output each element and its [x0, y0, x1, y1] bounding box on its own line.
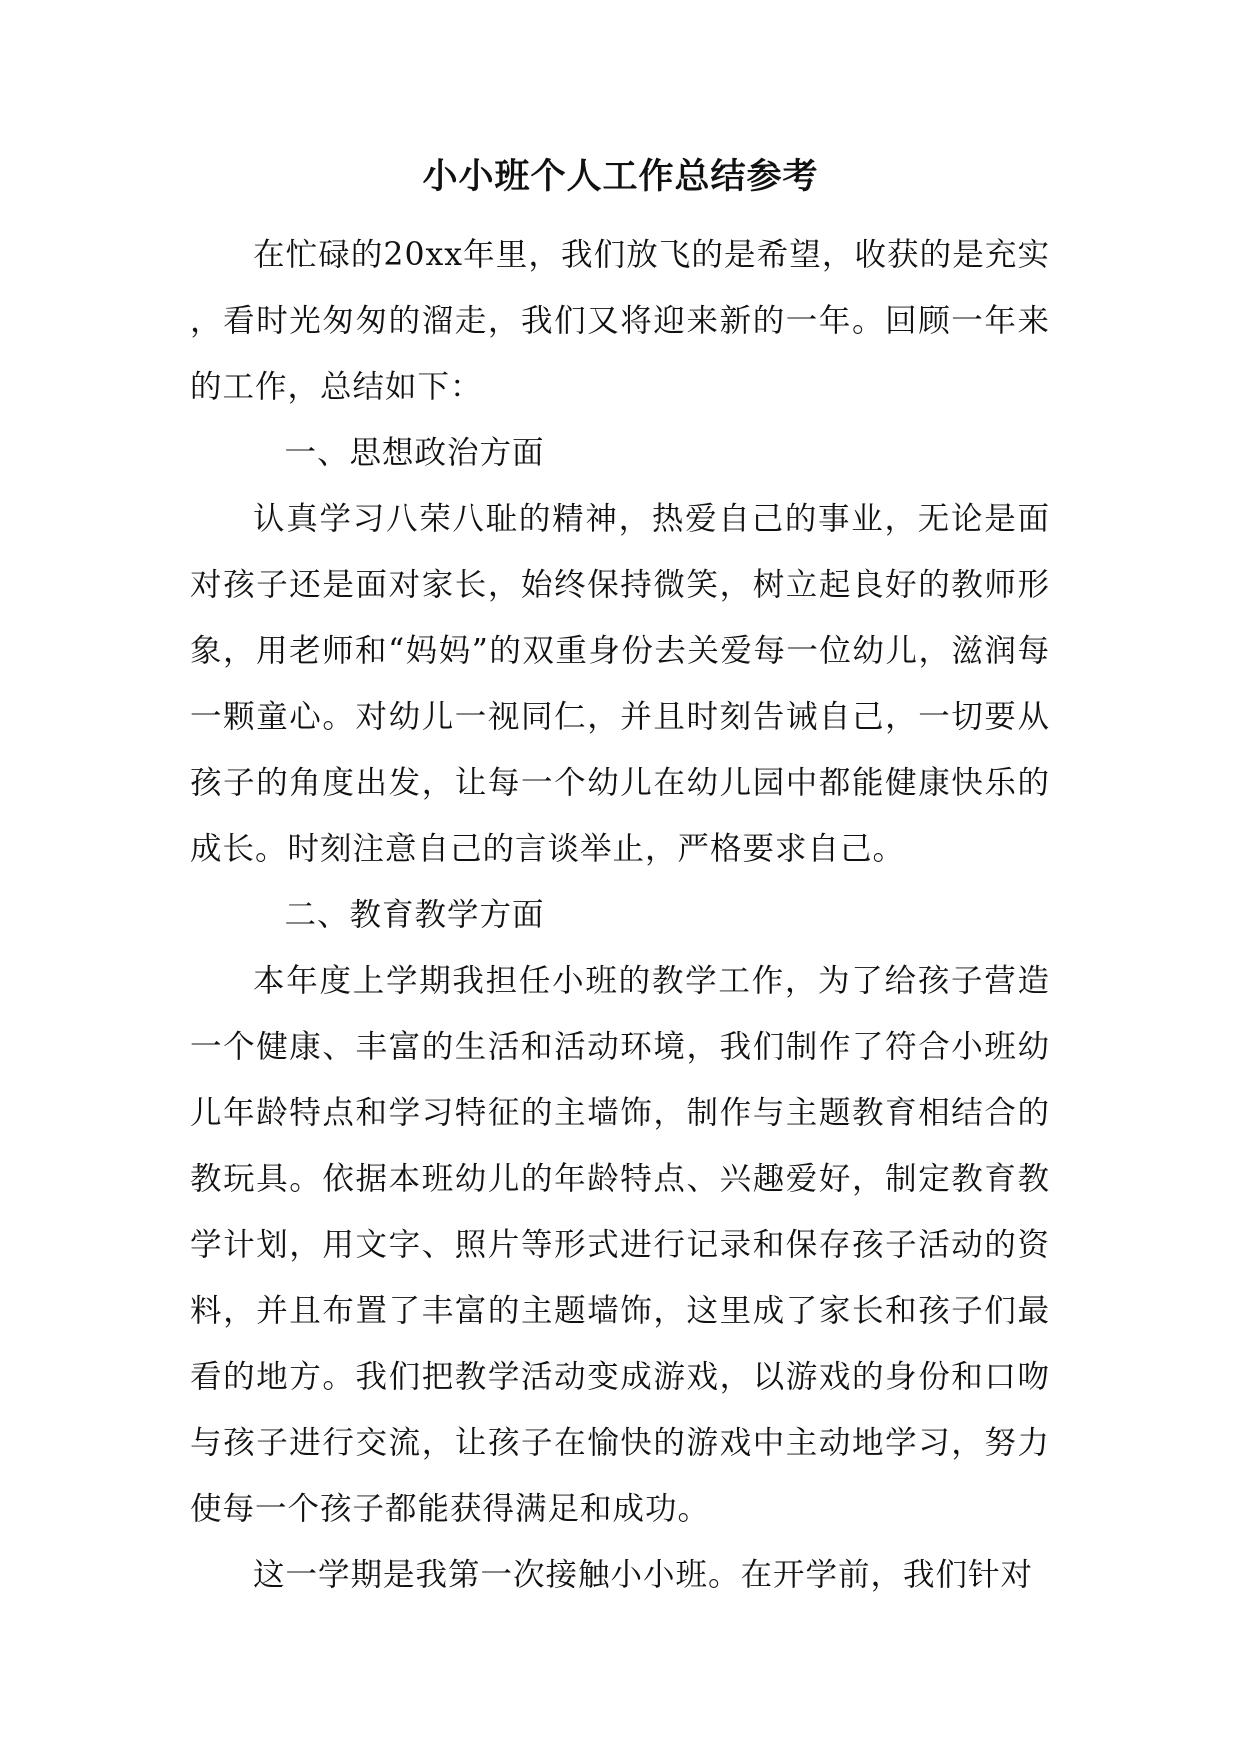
document-title: 小小班个人工作总结参考: [422, 156, 819, 197]
section-heading-teaching: 二、教育教学方面: [284, 897, 545, 933]
document-body: [190, 222, 1050, 1608]
paragraph-first-semester: 这一学期是我第一次接触小小班。在开学前，我们针对: [253, 1557, 1034, 1593]
paragraph-intro: 在忙碌的20xx年里，我们放飞的是希望，收获的是充实，看时光匆匆的溜走，我们又将迎来新的一年。回顾一年来的工作，总结如下：: [190, 237, 1050, 405]
paragraph-politics: 认真学习八荣八耻的精神，热爱自己的事业，无论是面对孩子还是面对家长，始终保持微笑，树立起良好的教师形象，用老师和“妈妈”的双重身份去关爱每一位幼儿，滋润每一颗童心。对幼儿一视同仁，并且时刻告诫自己，一切要从孩子的角度出发，让每一个幼儿在幼儿园中都能健康快乐的成长。时刻注意自己的言谈举止，严格要求自己。: [190, 501, 1050, 867]
paragraph-teaching: 本年度上学期我担任小班的教学工作，为了给孩子营造一个健康、丰富的生活和活动环境，我们制作了符合小班幼儿年龄特点和学习特征的主墙饰，制作与主题教育相结合的教玩具。依据本班幼儿的年龄特点、兴趣爱好，制定教育教学计划，用文字、照片等形式进行记录和保存孩子活动的资料，并且布置了丰富的主题墙饰，这里成了家长和孩子们最看的地方。我们把教学活动变成游戏，以游戏的身份和口吻与孩子进行交流，让孩子在愉快的游戏中主动地学习，努力使每一个孩子都能获得满足和成功。: [190, 963, 1050, 1527]
section-heading-politics: 一、思想政治方面: [284, 435, 545, 471]
